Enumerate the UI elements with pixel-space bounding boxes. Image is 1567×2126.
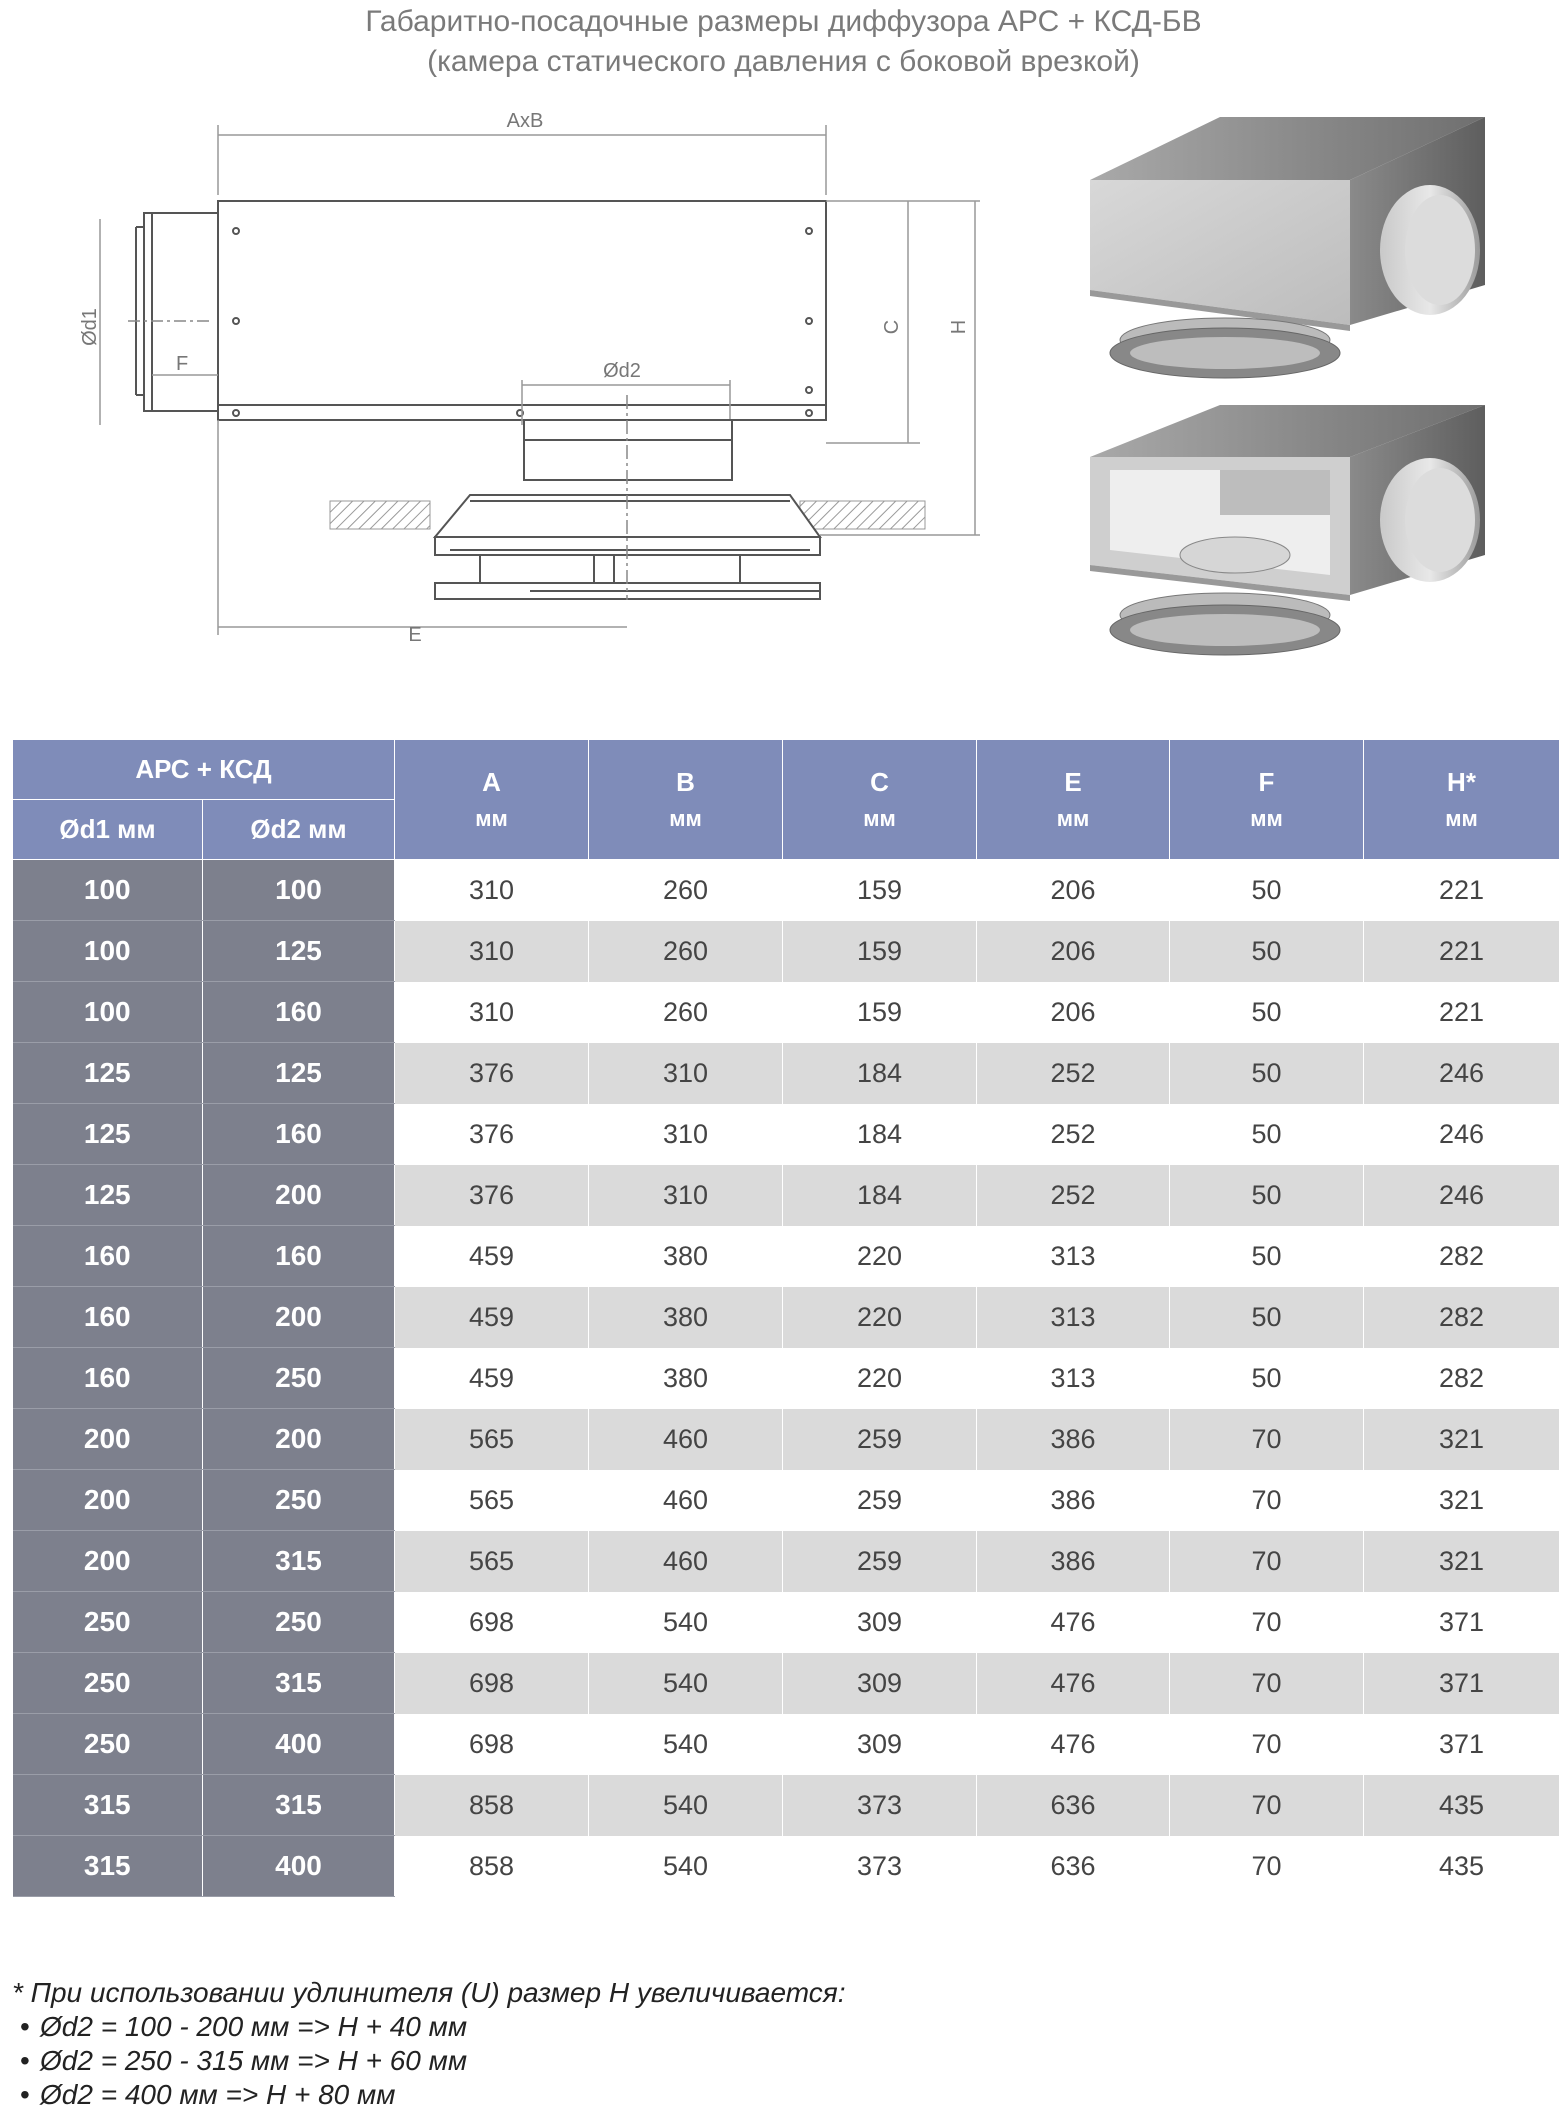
cell-f: 70 [1170, 1409, 1364, 1470]
label-e: E [408, 624, 422, 646]
cell-d2: 250 [203, 1470, 395, 1531]
cell-h: 221 [1364, 921, 1560, 982]
table-row [13, 1043, 1560, 1104]
cell-f: 70 [1170, 1836, 1364, 1897]
col-header-c: C мм [783, 740, 977, 860]
cell-f: 50 [1170, 1348, 1364, 1409]
cell-d2: 200 [203, 1287, 395, 1348]
table-row [13, 1226, 1560, 1287]
3d-view-closed [1090, 117, 1485, 378]
side-view [79, 110, 980, 646]
technical-drawing [0, 95, 1567, 675]
table-row [13, 1836, 1560, 1897]
cell-b: 540 [589, 1775, 783, 1836]
cell-h: 371 [1364, 1653, 1560, 1714]
cell-b: 460 [589, 1531, 783, 1592]
cell-h: 282 [1364, 1287, 1560, 1348]
title-line-1: Габаритно-посадочные размеры диффузора АРС + КСД-БВ [365, 5, 1202, 38]
table-row [13, 1470, 1560, 1531]
title-line-2: (камера статического давления с боковой врезкой) [427, 45, 1140, 78]
cell-c: 259 [783, 1409, 977, 1470]
cell-h: 282 [1364, 1226, 1560, 1287]
cell-a: 376 [395, 1165, 589, 1226]
cell-b: 540 [589, 1592, 783, 1653]
cell-h: 321 [1364, 1531, 1560, 1592]
cell-c: 184 [783, 1043, 977, 1104]
cell-c: 159 [783, 982, 977, 1043]
cell-d1: 160 [13, 1226, 203, 1287]
cell-c: 309 [783, 1592, 977, 1653]
cell-b: 260 [589, 982, 783, 1043]
cell-e: 386 [977, 1409, 1170, 1470]
table-row [13, 1165, 1560, 1226]
footnote-item: • Ød2 = 100 - 200 мм => H + 40 мм [20, 2011, 468, 2042]
cell-a: 858 [395, 1836, 589, 1897]
cell-d2: 200 [203, 1409, 395, 1470]
cell-h: 321 [1364, 1409, 1560, 1470]
cell-d1: 160 [13, 1348, 203, 1409]
cell-c: 373 [783, 1775, 977, 1836]
cell-f: 70 [1170, 1775, 1364, 1836]
col-header-f: F мм [1170, 740, 1364, 860]
cell-f: 50 [1170, 982, 1364, 1043]
cell-b: 310 [589, 1165, 783, 1226]
cell-d2: 250 [203, 1348, 395, 1409]
cell-b: 540 [589, 1714, 783, 1775]
cell-d1: 315 [13, 1836, 203, 1897]
col-header-h: H* мм [1364, 740, 1560, 860]
cell-h: 246 [1364, 1104, 1560, 1165]
cell-c: 220 [783, 1287, 977, 1348]
cell-b: 260 [589, 921, 783, 982]
cell-c: 159 [783, 860, 977, 921]
cell-a: 459 [395, 1348, 589, 1409]
cell-h: 246 [1364, 1165, 1560, 1226]
label-f: F [176, 353, 189, 375]
label-axb: AxB [506, 110, 544, 132]
col-header-a: A мм [395, 740, 589, 860]
cell-d1: 125 [13, 1165, 203, 1226]
cell-a: 698 [395, 1714, 589, 1775]
table-row [13, 1714, 1560, 1775]
cell-c: 220 [783, 1348, 977, 1409]
cell-h: 435 [1364, 1775, 1560, 1836]
cell-f: 70 [1170, 1531, 1364, 1592]
cell-d2: 250 [203, 1592, 395, 1653]
cell-d2: 315 [203, 1775, 395, 1836]
cell-b: 380 [589, 1287, 783, 1348]
cell-e: 206 [977, 982, 1170, 1043]
cell-a: 565 [395, 1409, 589, 1470]
cell-e: 313 [977, 1287, 1170, 1348]
cell-c: 309 [783, 1714, 977, 1775]
cell-d1: 100 [13, 921, 203, 982]
cell-b: 460 [589, 1470, 783, 1531]
cell-b: 380 [589, 1226, 783, 1287]
cell-d2: 315 [203, 1531, 395, 1592]
cell-d2: 125 [203, 1043, 395, 1104]
cell-f: 50 [1170, 921, 1364, 982]
footnote-intro: * При использовании удлинителя (U) размер H увеличивается: [12, 1977, 846, 2008]
table-row [13, 1531, 1560, 1592]
cell-e: 476 [977, 1653, 1170, 1714]
footnote-item: • Ød2 = 250 - 315 мм => H + 60 мм [20, 2045, 468, 2076]
label-d2: Ød2 [603, 360, 641, 382]
cell-d2: 200 [203, 1165, 395, 1226]
cell-e: 476 [977, 1714, 1170, 1775]
table-row [13, 860, 1560, 921]
cell-d2: 160 [203, 1104, 395, 1165]
table-row [13, 1653, 1560, 1714]
label-c: C [881, 319, 903, 335]
cell-d2: 160 [203, 982, 395, 1043]
cell-e: 386 [977, 1531, 1170, 1592]
cell-c: 184 [783, 1165, 977, 1226]
cell-h: 371 [1364, 1714, 1560, 1775]
cell-f: 70 [1170, 1653, 1364, 1714]
table-row [13, 921, 1560, 982]
cell-a: 698 [395, 1592, 589, 1653]
col-header-e: E мм [977, 740, 1170, 860]
3d-view-cutaway [1090, 405, 1485, 655]
table-row [13, 1409, 1560, 1470]
col-header-d2: Ød2 мм [203, 800, 395, 860]
cell-f: 50 [1170, 1165, 1364, 1226]
cell-f: 70 [1170, 1714, 1364, 1775]
cell-f: 50 [1170, 1287, 1364, 1348]
cell-h: 371 [1364, 1592, 1560, 1653]
table-row [13, 982, 1560, 1043]
cell-h: 321 [1364, 1470, 1560, 1531]
cell-b: 310 [589, 1104, 783, 1165]
cell-d1: 315 [13, 1775, 203, 1836]
cell-c: 259 [783, 1470, 977, 1531]
cell-h: 221 [1364, 860, 1560, 921]
cell-e: 313 [977, 1226, 1170, 1287]
cell-d1: 160 [13, 1287, 203, 1348]
cell-h: 282 [1364, 1348, 1560, 1409]
cell-b: 460 [589, 1409, 783, 1470]
table-row [13, 1348, 1560, 1409]
cell-d2: 315 [203, 1653, 395, 1714]
cell-d1: 125 [13, 1043, 203, 1104]
col-header-b: B мм [589, 740, 783, 860]
cell-a: 858 [395, 1775, 589, 1836]
cell-b: 540 [589, 1653, 783, 1714]
cell-c: 220 [783, 1226, 977, 1287]
cell-a: 376 [395, 1104, 589, 1165]
cell-e: 252 [977, 1043, 1170, 1104]
footnote [12, 1976, 845, 2112]
cell-a: 459 [395, 1226, 589, 1287]
cell-f: 70 [1170, 1592, 1364, 1653]
cell-a: 376 [395, 1043, 589, 1104]
cell-d1: 100 [13, 982, 203, 1043]
cell-d1: 200 [13, 1409, 203, 1470]
cell-d2: 125 [203, 921, 395, 982]
col-header-d1: Ød1 мм [13, 800, 203, 860]
cell-d2: 160 [203, 1226, 395, 1287]
cell-h: 435 [1364, 1836, 1560, 1897]
cell-d1: 250 [13, 1714, 203, 1775]
cell-d1: 200 [13, 1470, 203, 1531]
cell-d1: 100 [13, 860, 203, 921]
group-header: АРС + КСД [13, 740, 395, 800]
cell-a: 310 [395, 921, 589, 982]
cell-f: 50 [1170, 1104, 1364, 1165]
cell-b: 260 [589, 860, 783, 921]
cell-e: 313 [977, 1348, 1170, 1409]
cell-c: 159 [783, 921, 977, 982]
cell-d1: 250 [13, 1592, 203, 1653]
dimensions-table [12, 739, 1560, 1897]
cell-e: 476 [977, 1592, 1170, 1653]
cell-e: 636 [977, 1775, 1170, 1836]
footnote-list [12, 2010, 845, 2112]
cell-c: 373 [783, 1836, 977, 1897]
cell-e: 252 [977, 1104, 1170, 1165]
cell-f: 50 [1170, 860, 1364, 921]
cell-a: 565 [395, 1531, 589, 1592]
cell-d1: 200 [13, 1531, 203, 1592]
cell-b: 380 [589, 1348, 783, 1409]
cell-a: 310 [395, 982, 589, 1043]
cell-f: 50 [1170, 1043, 1364, 1104]
cell-e: 206 [977, 860, 1170, 921]
cell-e: 252 [977, 1165, 1170, 1226]
table-row [13, 1104, 1560, 1165]
cell-b: 310 [589, 1043, 783, 1104]
table-row [13, 1775, 1560, 1836]
cell-a: 565 [395, 1470, 589, 1531]
cell-a: 698 [395, 1653, 589, 1714]
cell-d2: 100 [203, 860, 395, 921]
cell-e: 386 [977, 1470, 1170, 1531]
cell-d2: 400 [203, 1836, 395, 1897]
cell-a: 459 [395, 1287, 589, 1348]
label-h: H [948, 319, 970, 335]
cell-b: 540 [589, 1836, 783, 1897]
label-d1: Ød1 [79, 308, 101, 346]
table-row [13, 1287, 1560, 1348]
cell-a: 310 [395, 860, 589, 921]
cell-h: 246 [1364, 1043, 1560, 1104]
cell-d1: 250 [13, 1653, 203, 1714]
footnote-item: • Ød2 = 400 мм => H + 80 мм [20, 2079, 396, 2110]
cell-d2: 400 [203, 1714, 395, 1775]
cell-c: 184 [783, 1104, 977, 1165]
cell-e: 636 [977, 1836, 1170, 1897]
cell-d1: 125 [13, 1104, 203, 1165]
table-row [13, 1592, 1560, 1653]
cell-h: 221 [1364, 982, 1560, 1043]
table-body [13, 860, 1560, 1897]
cell-f: 70 [1170, 1470, 1364, 1531]
cell-c: 259 [783, 1531, 977, 1592]
cell-c: 309 [783, 1653, 977, 1714]
cell-f: 50 [1170, 1226, 1364, 1287]
cell-e: 206 [977, 921, 1170, 982]
